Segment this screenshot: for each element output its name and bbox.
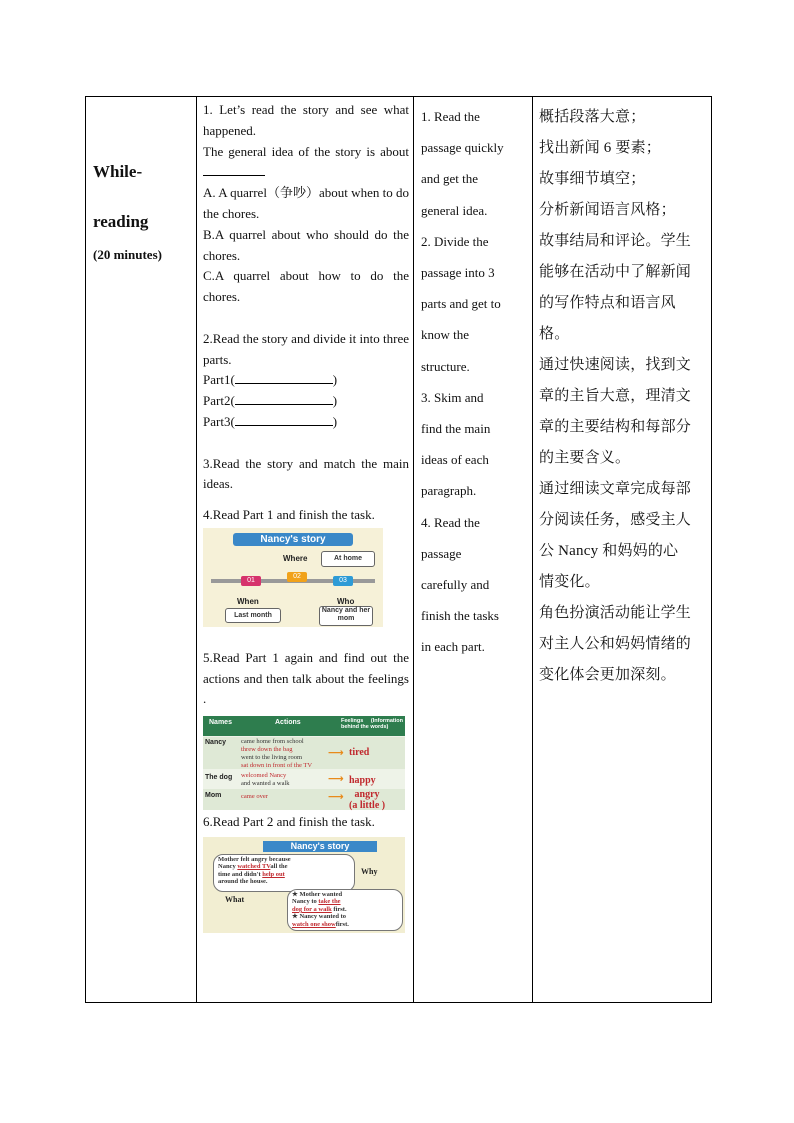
fig1-where: Where — [283, 553, 308, 563]
aim-line: carefully and — [421, 577, 490, 593]
goal-line: 概括段落大意； — [539, 109, 646, 125]
goals-cell — [533, 97, 712, 1003]
aim-line: in each part. — [421, 639, 485, 655]
step-2: 2.Read the story and divide it into three parts. — [203, 330, 409, 367]
part-1-line: Part1( ) — [203, 372, 338, 388]
fig2-row-mom: Mom came over ⟶ angry (a little ) — [203, 789, 405, 810]
fig2-r2-feeling: happy — [349, 775, 376, 787]
goal-line: 故事结局和评论。学生 — [539, 233, 692, 249]
arrow-icon: ⟶ — [328, 790, 344, 804]
fig2-r2-name: The dog — [205, 774, 233, 782]
part-2-blank — [235, 391, 333, 405]
aim-line: find the main — [421, 421, 491, 437]
goal-line: 的主要含义。 — [539, 450, 631, 466]
answer-blank — [203, 162, 265, 176]
fig3-why-bubble: Mother felt angry because Nancy watched TVall the time and didn't help out around the house. — [213, 854, 355, 892]
goal-line: 能够在活动中了解新闻 — [539, 264, 692, 280]
step-5: 5.Read Part 1 again and find out the actions and then talk about the feelings . — [203, 649, 409, 707]
marker-1: 01 — [241, 576, 261, 586]
aim-line: 3. Skim and — [421, 389, 484, 405]
aim-line: passage — [421, 545, 462, 561]
lesson-plan-table — [85, 96, 712, 1003]
fig2-row-nancy: Nancy came home from school threw down the bag went to the living room sat down in front of the TV ⟶ tired — [203, 737, 405, 769]
goals-list — [533, 97, 711, 691]
aim-line: 2. Divide the — [421, 233, 489, 249]
fig3-title: Nancy's story — [263, 841, 377, 852]
aim-line: know the — [421, 327, 470, 343]
stage-title-line2: reading — [93, 212, 149, 231]
aim-line: structure. — [421, 358, 470, 374]
step-3: 3.Read the story and match the main ideas. — [203, 455, 409, 492]
aim-line: finish the tasks — [421, 608, 499, 624]
fig2-h-feelings: Feelings (Information behind the words) — [341, 718, 403, 731]
stage-title-line1: While- — [93, 162, 143, 181]
aim-line: parts and get to — [421, 296, 501, 312]
goal-line: 章的主要结构和每部分 — [539, 419, 692, 435]
fig2-r1-feeling: tired — [349, 747, 370, 759]
step-6: 6.Read Part 2 and finish the task. — [203, 814, 375, 830]
fig2-h-actions: Actions — [275, 719, 301, 727]
goal-line: 分阅读任务，感受主人 — [539, 512, 692, 528]
fig3-what-bubble: ★ Mother wanted Nancy to take the dog for a walk first. ★ Nancy wanted to watch one showfirst. — [287, 889, 403, 931]
step-1-question: The general idea of the story is about — [203, 142, 409, 184]
aim-line: and get the — [421, 171, 479, 187]
aim-line: passage quickly — [421, 140, 504, 156]
aim-line: ideas of each — [421, 452, 489, 468]
goal-line: 的写作特点和语言风 — [539, 295, 676, 311]
nancys-story-bubble-figure — [203, 837, 405, 933]
marker-3: 03 — [333, 576, 353, 586]
fig2-r3-feeling: angry — [354, 789, 380, 801]
aims-cell — [414, 97, 533, 1003]
goal-line: 通过细读文章完成每部 — [539, 481, 692, 497]
goal-line: 变化体会更加深刻。 — [539, 667, 676, 683]
part-2-line: Part2( ) — [203, 393, 338, 409]
option-a: A. A quarrel（争吵）about when to do the chores. — [203, 185, 409, 221]
fig3-why: Why — [361, 866, 378, 876]
fig2-row-dog: The dog welcomed Nancy and wanted a walk ⟶ happy — [203, 770, 405, 788]
step-1: 1. Let’s read the story and see what happened. — [203, 102, 409, 138]
aim-line: general idea. — [421, 202, 488, 218]
goal-line: 对主人公和妈妈情绪的 — [539, 636, 692, 652]
aim-line: 1. Read the — [421, 109, 480, 124]
nancys-story-timeline-figure — [203, 528, 383, 627]
marker-2: 02 — [287, 572, 307, 582]
fig1-when: When — [237, 596, 259, 606]
aim-line: passage into 3 — [421, 265, 495, 281]
aim-line: 4. Read the — [421, 514, 480, 530]
step-4: 4.Read Part 1 and finish the task. — [203, 507, 375, 523]
goal-line: 章的主旨大意，理清文 — [539, 388, 692, 404]
goal-line: 公 Nancy 和妈妈的心 — [539, 543, 679, 559]
part-3-line: Part3( ) — [203, 413, 338, 429]
fig1-where-box: At home — [321, 551, 375, 567]
fig3-what: What — [225, 894, 245, 904]
aims-list — [414, 97, 532, 663]
goal-line: 角色扮演活动能让学生 — [539, 605, 692, 621]
fig1-when-box: Last month — [225, 608, 281, 623]
goal-line: 通过快速阅读，找到文 — [539, 357, 692, 373]
steps-cell — [197, 97, 414, 1003]
fig2-r1-name: Nancy — [205, 739, 227, 747]
goal-line: 找出新闻 6 要素； — [539, 140, 662, 156]
goal-line: 故事细节填空； — [539, 171, 646, 187]
option-b: B.A quarrel about who should do the chores. — [203, 226, 409, 263]
stage-cell — [86, 97, 197, 1003]
goal-line: 情变化。 — [539, 574, 600, 590]
part-1-blank — [235, 370, 333, 384]
goal-line: 格。 — [539, 326, 570, 342]
option-c: C.A quarrel about how to do the chores. — [203, 268, 409, 305]
arrow-icon: ⟶ — [328, 772, 344, 786]
fig1-who: Who — [337, 596, 355, 606]
fig1-title: Nancy's story — [233, 533, 353, 546]
goal-line: 分析新闻语言风格； — [539, 202, 676, 218]
actions-feelings-table-figure — [203, 716, 405, 810]
aim-line: paragraph. — [421, 483, 477, 499]
fig2-h-names: Names — [209, 719, 232, 727]
arrow-icon: ⟶ — [328, 746, 344, 760]
fig2-r3-name: Mom — [205, 792, 222, 800]
part-3-blank — [235, 412, 333, 426]
fig1-who-box: Nancy and her mom — [319, 606, 373, 626]
fig2-header — [203, 716, 405, 736]
stage-time: (20 minutes) — [93, 247, 162, 262]
